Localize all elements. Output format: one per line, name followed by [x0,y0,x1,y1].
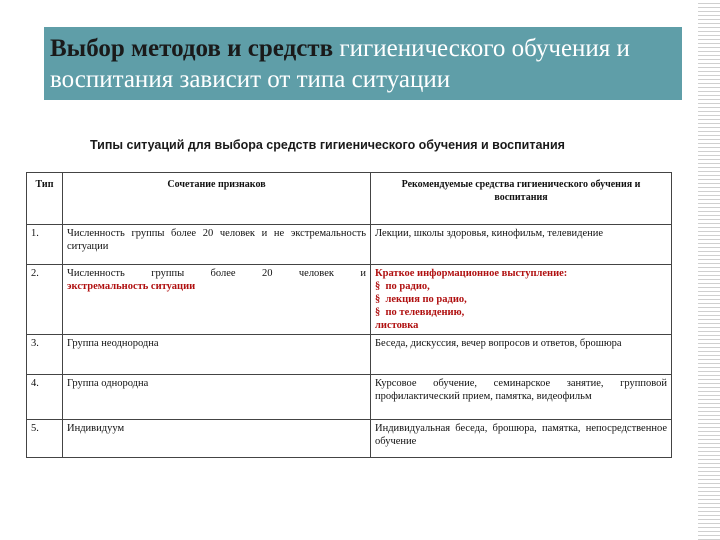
table-row [27,265,672,335]
signs-emphasis: экстремальность ситуации [67,281,196,292]
header-signs: Сочетание признаков [63,173,371,225]
header-means: Рекомендуемые средства гигиенического обучения и воспитания [371,173,672,225]
means-tail: листовка [375,320,419,331]
signs-line: Численность группы более 20 человек и [67,268,366,279]
row-means: Курсовое обучение, семинарское занятие, групповой профилактический прием, памятка, видеофильм [371,375,672,420]
table-caption: Типы ситуаций для выбора средств гигиенического обучения и воспитания [90,138,565,152]
row-signs: Группа неоднородна [63,335,371,375]
table-row [27,225,672,265]
decorative-edge [698,0,720,540]
table-row [27,335,672,375]
row-signs: Группа однородна [63,375,371,420]
row-signs: Индивидуум [63,420,371,458]
row-type: 4. [27,375,63,420]
row-type: 1. [27,225,63,265]
slide-title [44,27,682,100]
row-type: 5. [27,420,63,458]
row-signs [63,265,371,335]
table-row [27,420,672,458]
row-means: Индивидуальная беседа, брошюра, памятка, непосредственное обучение [371,420,672,458]
means-item: § по радио, [375,281,430,292]
row-means: Беседа, дискуссия, вечер вопросов и ответов, брошюра [371,335,672,375]
title-bold-part: Выбор методов и средств [50,35,334,62]
row-signs: Численность группы более 20 человек и не экстремальность ситуации [63,225,371,265]
row-means [371,265,672,335]
header-type: Тип [27,173,63,225]
means-heading: Краткое информационное выступление: [375,268,568,279]
row-type: 2. [27,265,63,335]
means-item: § по телевидению, [375,307,465,318]
table-row [27,375,672,420]
row-type: 3. [27,335,63,375]
situations-table [26,172,672,458]
means-item: § лекция по радио, [375,294,467,305]
title-normal-part: гигиенического обучения и воспитания зависит от типа ситуации [50,35,630,93]
row-means: Лекции, школы здоровья, кинофильм, телевидение [371,225,672,265]
table-header-row [27,173,672,225]
